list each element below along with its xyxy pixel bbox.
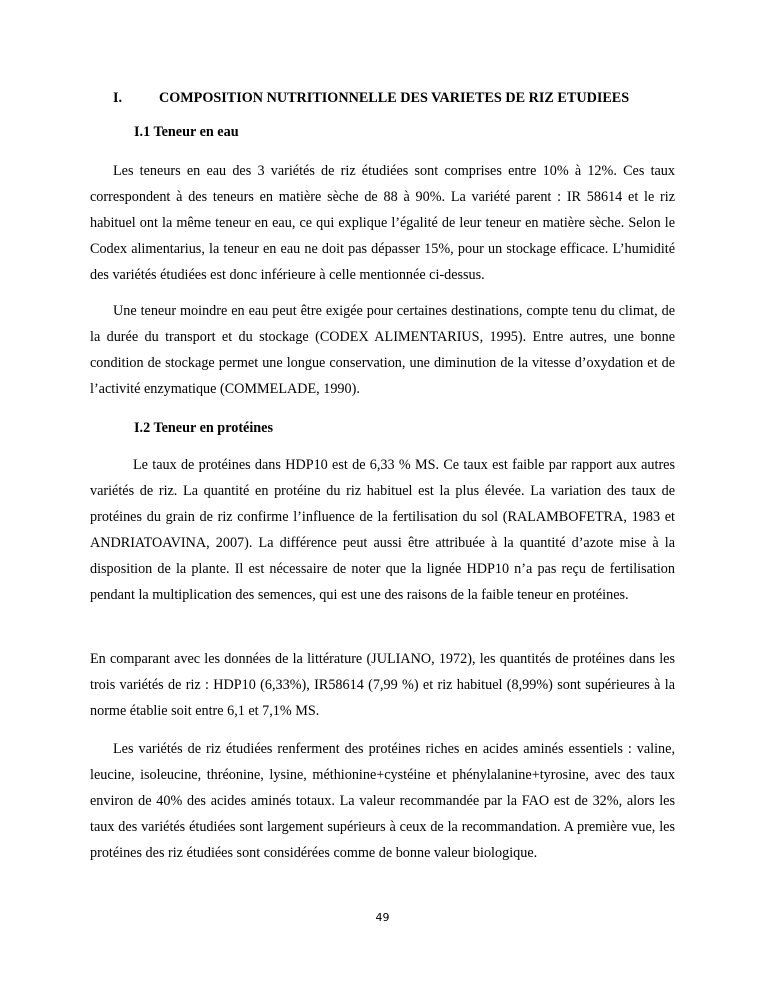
- paragraph-protein-1: Le taux de protéines dans HDP10 est de 6,33 % MS. Ce taux est faible par rapport aux autres variétés de riz. La quantité en protéine du riz habituel est la plus élevée. La variation des taux de protéines du grain de riz confirme l’influence de la fertilisation du sol (RALAMBOFETRA, 1983 et ANDRIATOAVINA, 2007). La différence peut aussi être attribuée à la quantité d’azote mise à la disposition de la plante. Il est nécessaire de noter que la lignée HDP10 n’a pas reçu de fertilisation pendant la multiplication des semences, qui est une des raisons de la faible teneur en protéines.: [90, 457, 675, 603]
- chapter-title: COMPOSITION NUTRITIONNELLE DES VARIETES DE RIZ ETUDIEES: [159, 90, 630, 106]
- paragraph-protein-2: En comparant avec les données de la littérature (JULIANO, 1972), les quantités de protéines dans les trois variétés de riz : HDP10 (6,33%), IR58614 (7,99 %) et riz habituel (8,99%) sont supérieures à la norme établie soit entre 6,1 et 7,1% MS.: [90, 651, 675, 719]
- chapter-heading: [113, 89, 713, 107]
- page-number: 49: [375, 911, 390, 924]
- paragraph-water-2: Une teneur moindre en eau peut être exigée pour certaines destinations, compte tenu du climat, de la durée du transport et du stockage (CODEX ALIMENTARIUS, 1995). Entre autres, une bonne condition de stockage permet une longue conservation, une diminution de la vitesse d’oxydation et de l’activité enzymatique (COMMELADE, 1990).: [90, 303, 675, 397]
- paragraph-protein-3: Les variétés de riz étudiées renferment des protéines riches en acides aminés essentiels : valine, leucine, isoleucine, thréonine, lysine, méthionine+cystéine et phénylalanine+tyrosine, avec des taux environ de 40% des acides aminés totaux. La valeur recommandée par la FAO est de 32%, alors les taux des variétés étudiées sont largement supérieurs à ceux de la recommandation. A première vue, les protéines des riz étudiées sont considérées comme de bonne valeur biologique.: [90, 741, 675, 861]
- chapter-number: I.: [113, 90, 123, 106]
- section-heading-protein: I.2 Teneur en protéines: [134, 420, 274, 436]
- section-heading-water: I.1 Teneur en eau: [134, 124, 239, 140]
- paragraph-water-1: Les teneurs en eau des 3 variétés de riz étudiées sont comprises entre 10% à 12%. Ces taux correspondent à des teneurs en matière sèche de 88 à 90%. La variété parent : IR 58614 et le riz habituel ont la même teneur en eau, ce qui explique l’égalité de leur teneur en matière sèche. Selon le Codex alimentarius, la teneur en eau ne doit pas dépasser 15%, pour un stockage efficace. L’humidité des variétés étudiées est donc inférieure à celle mentionnée ci-dessus.: [90, 163, 675, 283]
